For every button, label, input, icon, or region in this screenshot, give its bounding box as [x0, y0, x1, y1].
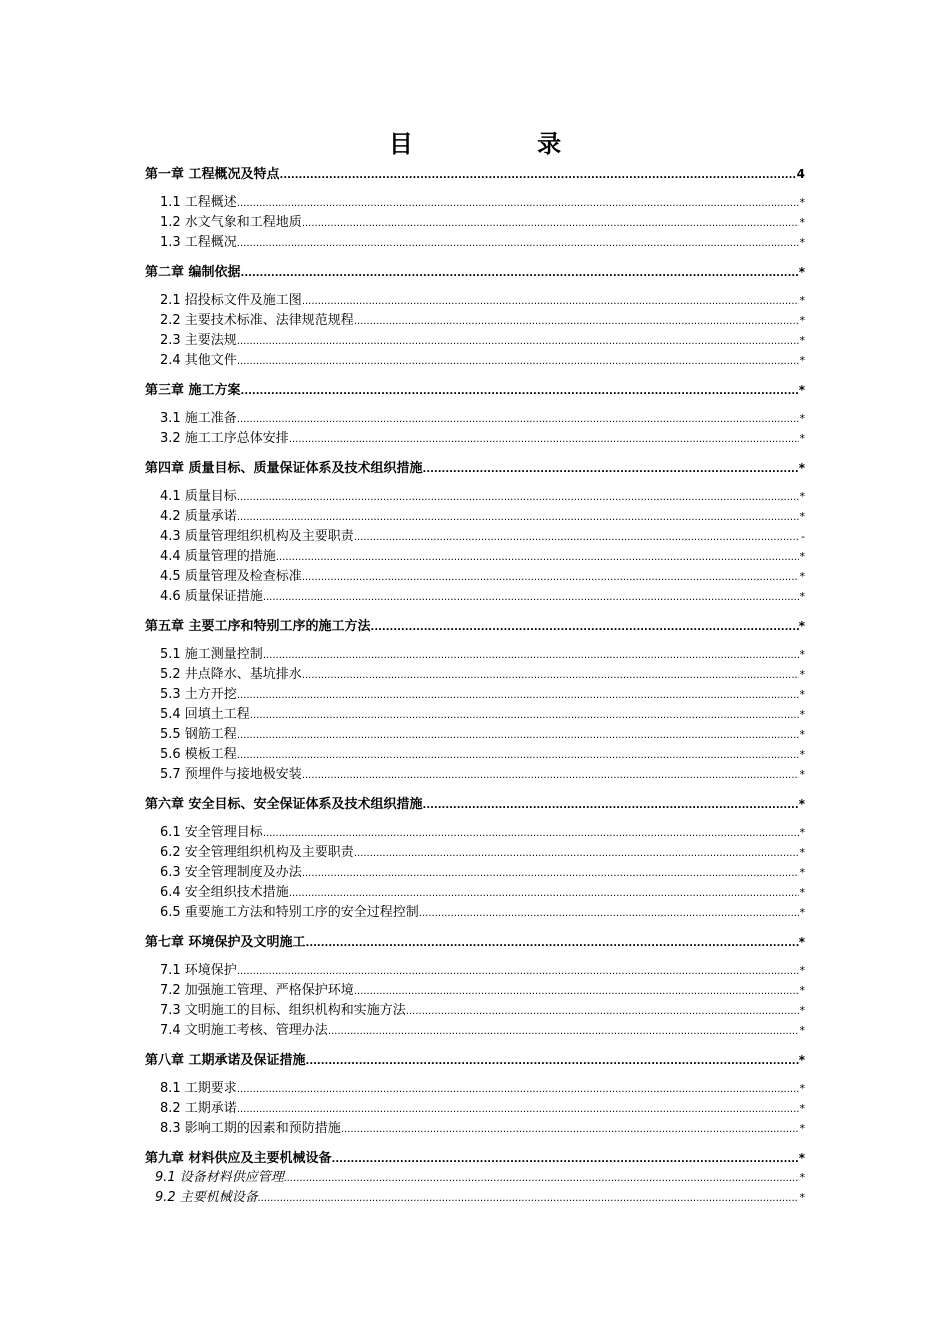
toc-chapter-entry[interactable] — [145, 164, 805, 184]
toc-entry-page: * — [798, 619, 805, 633]
toc-section-entry[interactable] — [145, 1001, 805, 1021]
toc-entry-page: * — [798, 1053, 805, 1067]
toc-chapter-entry[interactable] — [145, 262, 805, 282]
toc-section-entry[interactable] — [145, 1168, 805, 1188]
toc-section-entry[interactable] — [145, 587, 805, 607]
toc-title: 目 录 — [388, 129, 620, 158]
toc-entry-page: * — [798, 383, 805, 397]
toc-entry-label: 4.4 质量管理的措施 — [160, 549, 276, 564]
toc-section-entry[interactable] — [145, 645, 805, 665]
toc-entry-page: 4 — [796, 167, 805, 181]
toc-leader-dots — [332, 1149, 799, 1168]
toc-section-entry[interactable] — [145, 311, 805, 331]
toc-entry-page: * — [799, 964, 805, 977]
toc-entry-page: * — [799, 708, 805, 721]
toc-entry-page: * — [799, 354, 805, 367]
toc-section-entry[interactable] — [145, 1079, 805, 1099]
toc-entry-label: 6.1 安全管理目标 — [160, 825, 263, 840]
toc-entry-label: 6.5 重要施工方法和特别工序的安全过程控制 — [160, 905, 419, 920]
toc-entry-label: 8.3 影响工期的因素和预防措施 — [160, 1121, 341, 1136]
toc-entry-label: 1.1 工程概述 — [160, 195, 237, 210]
toc-chapter-entry[interactable] — [145, 1050, 805, 1070]
toc-section-entry[interactable] — [145, 725, 805, 745]
toc-entry-page: * — [798, 1151, 805, 1165]
toc-entry-page: * — [799, 510, 805, 523]
toc-entry-label: 第二章 编制依据 — [145, 265, 241, 280]
toc-entry-label: 6.3 安全管理制度及办法 — [160, 865, 302, 880]
toc-entry-label: 5.3 土方开挖 — [160, 687, 237, 702]
toc-leader-dots — [237, 1079, 799, 1099]
toc-leader-dots — [237, 193, 799, 213]
toc-leader-dots — [354, 311, 799, 331]
toc-leader-dots — [276, 547, 799, 567]
toc-entry-page: * — [799, 668, 805, 681]
toc-entry-page: * — [798, 265, 805, 279]
toc-entry-label: 5.7 预埋件与接地极安装 — [160, 767, 302, 782]
toc-section-entry[interactable] — [145, 213, 805, 233]
toc-leader-dots — [280, 165, 797, 184]
toc-leader-dots — [302, 567, 799, 587]
toc-entry-label: 4.3 质量管理组织机构及主要职责 — [160, 529, 354, 544]
toc-leader-dots — [237, 351, 799, 371]
toc-leader-dots — [250, 705, 799, 725]
toc-leader-dots — [371, 617, 799, 636]
toc-entry-label: 第一章 工程概况及特点 — [145, 167, 280, 182]
toc-leader-dots — [406, 1001, 799, 1021]
toc-leader-dots — [237, 725, 799, 745]
toc-entry-label: 第三章 施工方案 — [145, 383, 241, 398]
toc-entry-label: 8.1 工期要求 — [160, 1081, 237, 1096]
toc-section-entry[interactable] — [145, 685, 805, 705]
toc-entry-label: 第四章 质量目标、质量保证体系及技术组织措施 — [145, 461, 423, 476]
toc-leader-dots — [237, 409, 799, 429]
toc-leader-dots — [263, 587, 799, 607]
toc-entry-page: * — [799, 648, 805, 661]
toc-entry-label: 5.4 回填土工程 — [160, 707, 250, 722]
toc-entry-label: 5.5 钢筋工程 — [160, 727, 237, 742]
toc-section-entry[interactable] — [145, 1188, 805, 1208]
toc-entry-page: * — [799, 866, 805, 879]
toc-section-entry[interactable] — [145, 665, 805, 685]
toc-entry-label: 7.2 加强施工管理、严格保护环境 — [160, 983, 354, 998]
toc-entry-label: 6.2 安全管理组织机构及主要职责 — [160, 845, 354, 860]
toc-entry-page: * — [799, 846, 805, 859]
toc-leader-dots — [341, 1119, 799, 1139]
toc-leader-dots — [258, 1188, 799, 1208]
toc-entry-page: * — [798, 461, 805, 475]
toc-chapter-entry[interactable] — [145, 1148, 805, 1168]
toc-section-entry[interactable] — [145, 863, 805, 883]
toc-leader-dots — [423, 459, 799, 478]
toc-section-entry[interactable] — [145, 1119, 805, 1139]
toc-section-entry[interactable] — [145, 291, 805, 311]
toc-entry-page: * — [798, 797, 805, 811]
toc-entry-label: 7.1 环境保护 — [160, 963, 237, 978]
toc-section-entry[interactable] — [145, 487, 805, 507]
toc-entry-page: * — [799, 314, 805, 327]
toc-section-entry[interactable] — [145, 705, 805, 725]
toc-leader-dots — [302, 291, 799, 311]
toc-entry-page: * — [799, 886, 805, 899]
toc-entry-page: * — [799, 550, 805, 563]
toc-entry-page: * — [799, 216, 805, 229]
toc-entry-label: 4.2 质量承诺 — [160, 509, 237, 524]
toc-entry-label: 5.6 模板工程 — [160, 747, 237, 762]
toc-section-entry[interactable] — [145, 883, 805, 903]
toc-section-entry[interactable] — [145, 981, 805, 1001]
toc-entry-label: 9.1 设备材料供应管理 — [155, 1170, 284, 1185]
toc-section-entry[interactable] — [145, 1099, 805, 1119]
toc-section-entry[interactable] — [145, 193, 805, 213]
toc-entry-page: * — [799, 748, 805, 761]
toc-entry-page: * — [799, 1191, 805, 1204]
toc-entry-label: 3.1 施工准备 — [160, 411, 237, 426]
toc-entry-label: 5.1 施工测量控制 — [160, 647, 263, 662]
toc-entry-label: 7.3 文明施工的目标、组织机构和实施方法 — [160, 1003, 406, 1018]
toc-entry-page: * — [799, 1082, 805, 1095]
toc-section-entry[interactable] — [145, 547, 805, 567]
toc-entry-page: * — [799, 728, 805, 741]
toc-entry-label: 8.2 工期承诺 — [160, 1101, 237, 1116]
toc-leader-dots — [289, 429, 799, 449]
toc-entry-label: 3.2 施工工序总体安排 — [160, 431, 289, 446]
toc-leader-dots — [237, 1099, 799, 1119]
toc-entry-page: * — [799, 1024, 805, 1037]
toc-chapter-entry[interactable] — [145, 458, 805, 478]
toc-entry-page: * — [799, 236, 805, 249]
toc-entry-label: 9.2 主要机械设备 — [155, 1190, 258, 1205]
toc-entry-page: * — [799, 490, 805, 503]
toc-entry-label: 第七章 环境保护及文明施工 — [145, 935, 306, 950]
toc-entry-label: 4.5 质量管理及检查标准 — [160, 569, 302, 584]
toc-entry-page: * — [798, 935, 805, 949]
toc-leader-dots — [306, 933, 799, 952]
toc-entry-label: 2.2 主要技术标准、法律规范规程 — [160, 313, 354, 328]
toc-section-entry[interactable] — [145, 903, 805, 923]
toc-entry-label: 5.2 井点降水、基坑排水 — [160, 667, 302, 682]
toc-leader-dots — [237, 745, 799, 765]
toc-entry-label: 第五章 主要工序和特别工序的施工方法 — [145, 619, 371, 634]
toc-entry-page: * — [799, 412, 805, 425]
toc-leader-dots — [263, 645, 799, 665]
toc-section-entry[interactable] — [145, 765, 805, 785]
toc-entry-page: * — [799, 768, 805, 781]
toc-entry-page: * — [799, 1171, 805, 1184]
toc-leader-dots — [423, 795, 799, 814]
toc-leader-dots — [237, 331, 799, 351]
toc-leader-dots — [302, 863, 799, 883]
toc-entry-page: * — [799, 906, 805, 919]
toc-chapter-entry[interactable] — [145, 932, 805, 952]
toc-leader-dots — [289, 883, 799, 903]
toc-entry-label: 2.1 招投标文件及施工图 — [160, 293, 302, 308]
toc-leader-dots — [284, 1168, 799, 1188]
toc-section-entry[interactable] — [145, 961, 805, 981]
toc-leader-dots — [237, 961, 799, 981]
toc-section-entry[interactable] — [145, 567, 805, 587]
toc-leader-dots — [354, 527, 799, 547]
toc-leader-dots — [263, 823, 799, 843]
toc-chapter-entry[interactable] — [145, 616, 805, 636]
toc-entry-label: 7.4 文明施工考核、管理办法 — [160, 1023, 328, 1038]
toc-entry-page: * — [799, 294, 805, 307]
toc-entry-page: * — [799, 1102, 805, 1115]
toc-section-entry[interactable] — [145, 1021, 805, 1041]
toc-leader-dots — [354, 981, 799, 1001]
toc-section-entry[interactable] — [145, 351, 805, 371]
toc-section-entry[interactable] — [145, 331, 805, 351]
toc-leader-dots — [237, 487, 799, 507]
toc-entry-label: 6.4 安全组织技术措施 — [160, 885, 289, 900]
toc-section-entry[interactable] — [145, 843, 805, 863]
toc-chapter-entry[interactable] — [145, 794, 805, 814]
toc-leader-dots — [302, 765, 799, 785]
toc-entry-label: 第六章 安全目标、安全保证体系及技术组织措施 — [145, 797, 423, 812]
toc-leader-dots — [328, 1021, 799, 1041]
toc-leader-dots — [241, 263, 799, 282]
toc-chapter-entry[interactable] — [145, 380, 805, 400]
toc-entry-label: 2.3 主要法规 — [160, 333, 237, 348]
toc-leader-dots — [354, 843, 799, 863]
toc-entry-page: * — [799, 334, 805, 347]
toc-entry-label: 2.4 其他文件 — [160, 353, 237, 368]
toc-leader-dots — [237, 685, 799, 705]
toc-section-entry[interactable] — [145, 527, 805, 547]
toc-leader-dots — [241, 381, 799, 400]
toc-leader-dots — [237, 507, 799, 527]
toc-leader-dots — [419, 903, 799, 923]
toc-section-entry[interactable] — [145, 823, 805, 843]
toc-leader-dots — [302, 665, 799, 685]
toc-entry-label: 第八章 工期承诺及保证措施 — [145, 1053, 306, 1068]
toc-entry-label: 4.6 质量保证措施 — [160, 589, 263, 604]
toc-entry-page: - — [801, 530, 805, 543]
toc-entry-page: * — [799, 1122, 805, 1135]
toc-entry-page: * — [799, 590, 805, 603]
toc-section-entry[interactable] — [145, 745, 805, 765]
toc-section-entry[interactable] — [145, 429, 805, 449]
toc-entry-label: 1.3 工程概况 — [160, 235, 237, 250]
toc-section-entry[interactable] — [145, 233, 805, 253]
toc-section-entry[interactable] — [145, 507, 805, 527]
toc-leader-dots — [237, 233, 799, 253]
toc-entry-label: 4.1 质量目标 — [160, 489, 237, 504]
toc-entry-page: * — [799, 196, 805, 209]
toc-section-entry[interactable] — [145, 409, 805, 429]
toc-leader-dots — [302, 213, 799, 233]
toc-entry-page: * — [799, 688, 805, 701]
table-of-contents — [145, 164, 805, 1208]
toc-entry-page: * — [799, 984, 805, 997]
toc-entry-page: * — [799, 570, 805, 583]
toc-entry-label: 第九章 材料供应及主要机械设备 — [145, 1151, 332, 1166]
toc-leader-dots — [306, 1051, 799, 1070]
toc-entry-label: 1.2 水文气象和工程地质 — [160, 215, 302, 230]
toc-entry-page: * — [799, 1004, 805, 1017]
toc-entry-page: * — [799, 826, 805, 839]
toc-entry-page: * — [799, 432, 805, 445]
